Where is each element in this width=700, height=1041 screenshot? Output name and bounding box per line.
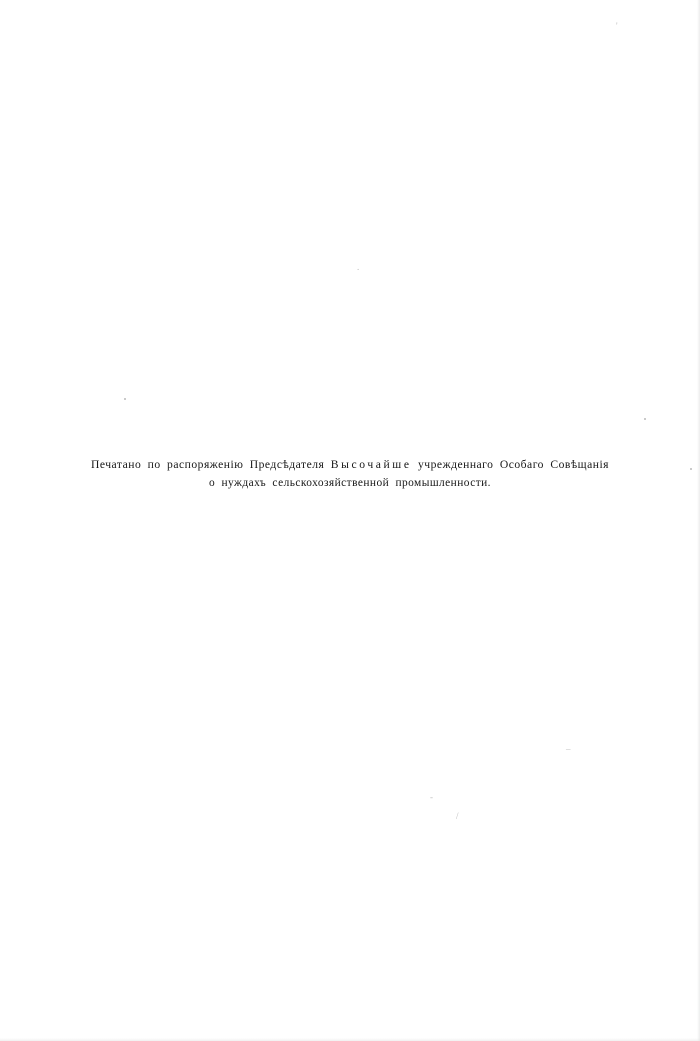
imprint-line-2: о нуждахъ сельскохозяйственной промышленности. (209, 477, 491, 489)
imprint-line-1-part-1: Печатано по распоряженію Предсѣдателя (91, 458, 325, 471)
scan-speck-right (644, 418, 646, 420)
scan-mark-lower-right: – (566, 744, 571, 754)
imprint-block (0, 455, 700, 493)
scan-speck-left (124, 398, 126, 400)
scan-mark-bottom-right: / (456, 811, 459, 821)
imprint-line-1 (0, 455, 700, 474)
scan-mark-top-right: ' (616, 21, 618, 31)
scan-mark-bottom-left: - (430, 792, 433, 802)
scan-mark-center: . (357, 262, 360, 272)
imprint-line-1-part-2: учрежденнаго Особаго Совѣщанія (418, 458, 609, 471)
imprint-line-1-emphasis: Высочайше (330, 458, 412, 471)
